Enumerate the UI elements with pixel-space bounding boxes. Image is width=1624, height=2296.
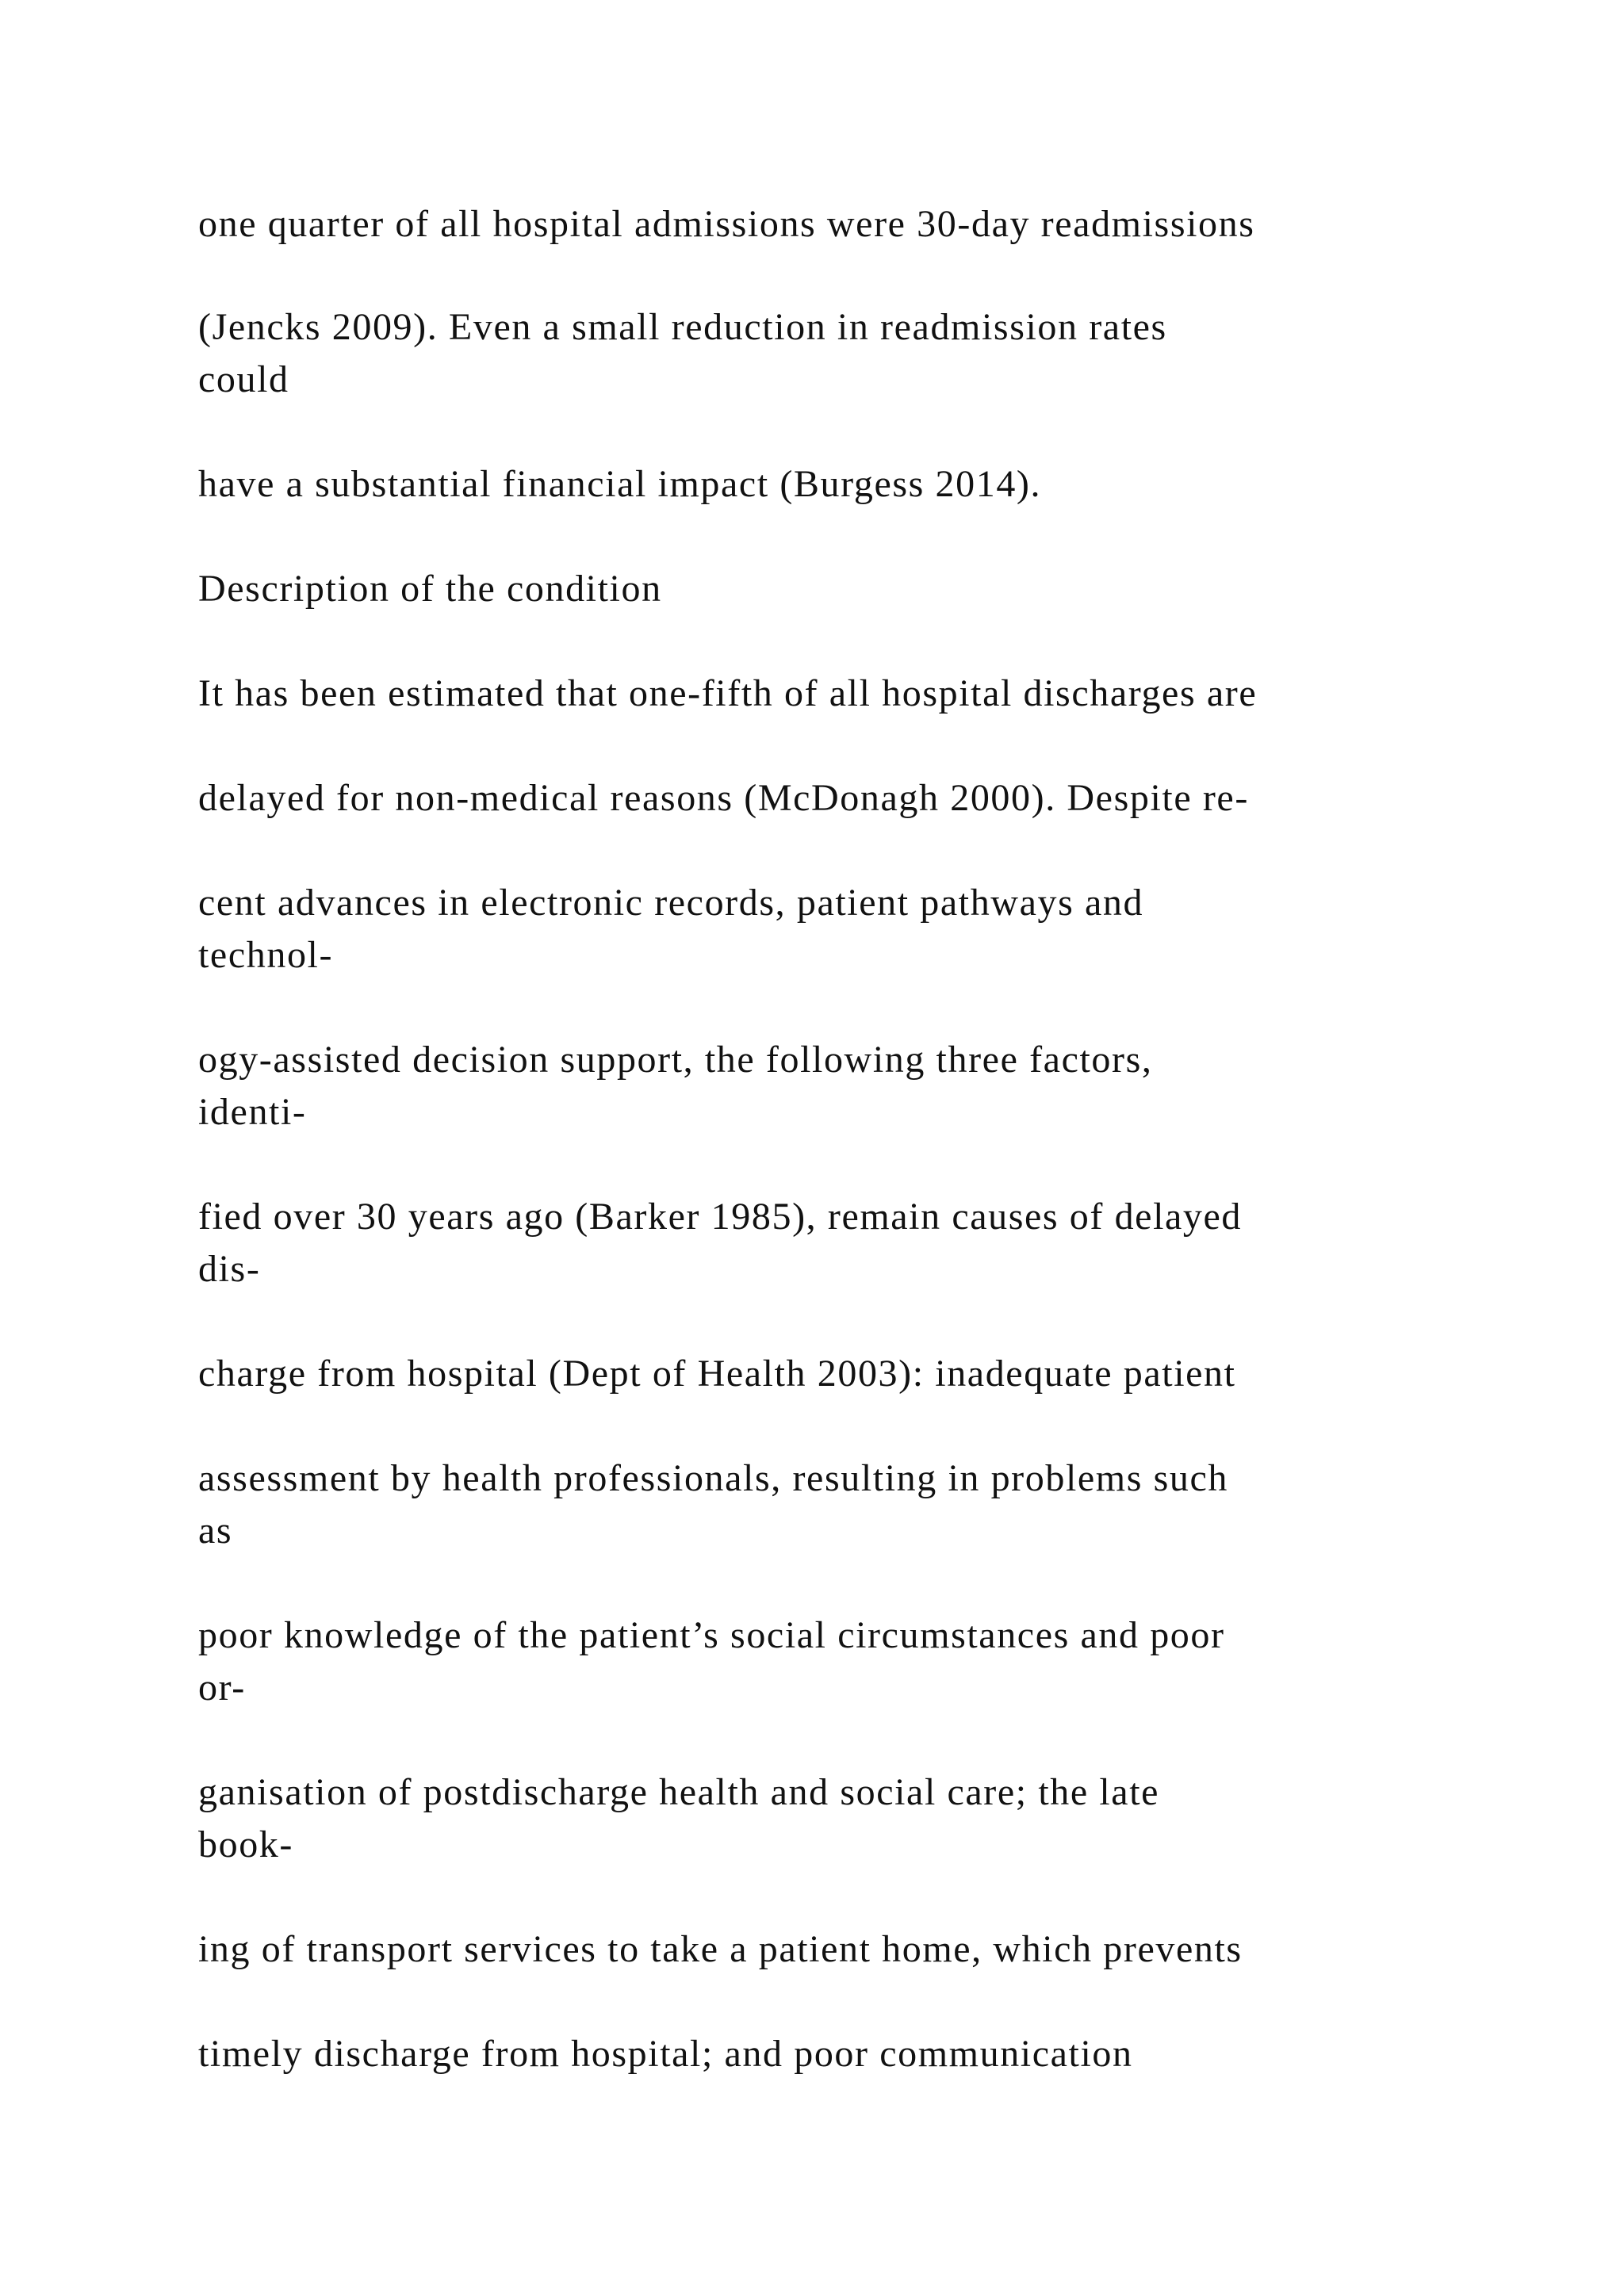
section-heading: Description of the condition	[198, 568, 662, 610]
text-line: as	[198, 1510, 233, 1552]
text-line: could	[198, 358, 289, 400]
text-line: technol-	[198, 934, 334, 976]
text-line: have a substantial financial impact (Burgess 2014).	[198, 463, 1042, 505]
text-line: one quarter of all hospital admissions were 30-day readmissions	[198, 203, 1255, 245]
text-line: It has been estimated that one-fifth of all hospital discharges are	[198, 672, 1258, 714]
text-line: poor knowledge of the patient’s social circumstances and poor	[198, 1614, 1225, 1656]
text-line: ing of transport services to take a patient home, which prevents	[198, 1928, 1243, 1970]
text-line: cent advances in electronic records, patient pathways and	[198, 882, 1144, 924]
text-line: (Jencks 2009). Even a small reduction in readmission rates	[198, 306, 1167, 348]
text-line: timely discharge from hospital; and poor communication	[198, 2033, 1133, 2075]
text-line: identi-	[198, 1091, 307, 1133]
text-line: fied over 30 years ago (Barker 1985), remain causes of delayed	[198, 1196, 1243, 1238]
text-line: delayed for non-medical reasons (McDonagh 2000). Despite re-	[198, 777, 1249, 819]
text-line: ganisation of postdischarge health and social care; the late	[198, 1771, 1160, 1813]
text-line: assessment by health professionals, resulting in problems such	[198, 1457, 1229, 1499]
text-line: book-	[198, 1823, 293, 1866]
text-line: dis-	[198, 1248, 261, 1290]
text-line: or-	[198, 1667, 246, 1709]
text-line: ogy-assisted decision support, the following three factors,	[198, 1039, 1153, 1081]
text-line: charge from hospital (Dept of Health 2003): inadequate patient	[198, 1353, 1236, 1395]
